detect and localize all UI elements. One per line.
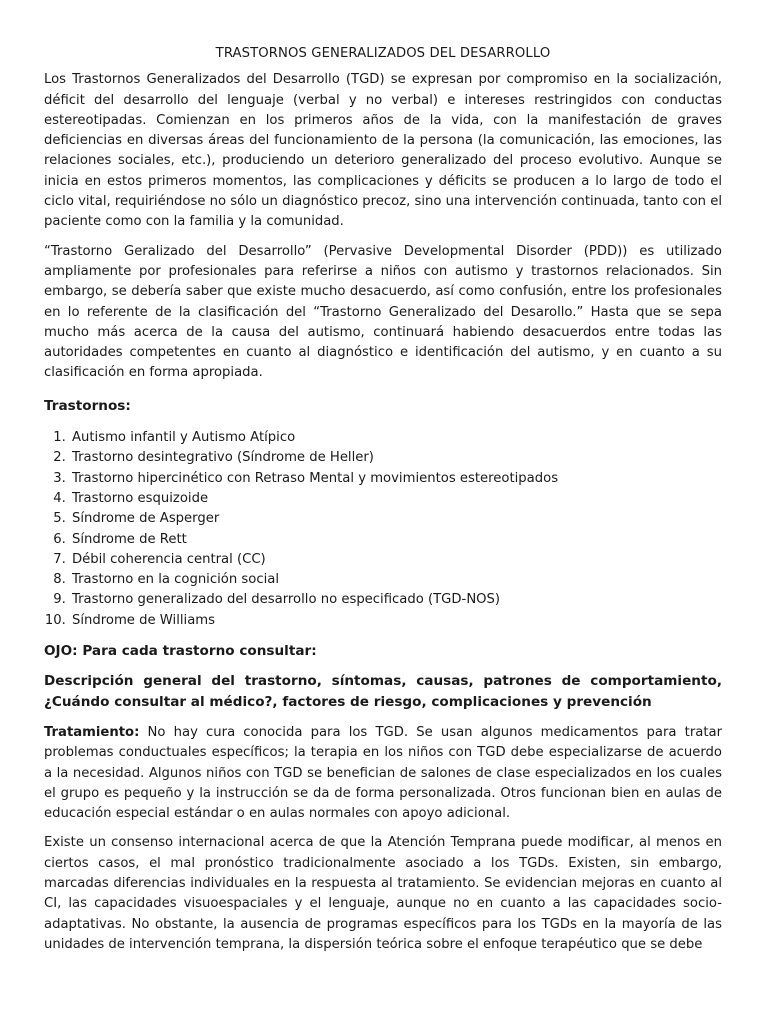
list-item: 5. Síndrome de Asperger [70,509,722,529]
trastornos-list [44,428,722,631]
list-item: 4. Trastorno esquizoide [70,489,722,509]
consenso-paragraph: Existe un consenso internacional acerca de que la Atención Temprana puede modificar, al menos en ciertos casos, el mal pronóstico tradicionalmente asociado a los TGDs. Existen, sin embargo, marcadas diferencias individuales en la respuesta al tratamiento. Se evidencian mejoras en cuanto al CI, las capacidades visuoespaciales y el lenguaje, aunque no en cuanto a las capacidades socio-adaptativas. No obstante, la ausencia de programas específicos para los TGDs en la mayoría de las unidades de intervención temprana, la dispersión teórica sobre el enfoque terapéutico que se debe [44,835,722,952]
descripcion-heading: Descripción general del trastorno, síntomas, causas, patrones de comportamiento, ¿Cuándo consultar al médico?, factores de riesgo, complicaciones y prevención [44,673,722,710]
list-item: 10. Síndrome de Williams [70,611,722,631]
list-item: 2. Trastorno desintegrativo (Síndrome de Heller) [70,448,722,468]
list-item: 1. Autismo infantil y Autismo Atípico [70,428,722,448]
tratamiento-label: Tratamiento: [44,724,140,740]
list-item: 8. Trastorno en la cognición social [70,570,722,590]
tratamiento-paragraph [44,723,722,824]
tratamiento-text: No hay cura conocida para los TGD. Se usan algunos medicamentos para tratar problemas conductuales específicos; la terapia en los niños con TGD debe especializarse de acuerdo a la necesidad. Algunos niños con TGD se benefician de salones de clase especializados en los cuales el grupo es pequeño y la instrucción se da de forma personalizada. Otros funcionan bien en aulas de educación especial estándar o en aulas normales con apoyo adicional. [44,724,722,822]
list-item: 6. Síndrome de Rett [70,530,722,550]
trastornos-heading: Trastornos: [44,397,131,414]
intro-paragraph: Los Trastornos Generalizados del Desarrollo (TGD) se expresan por compromiso en la socialización, déficit del desarrollo del lenguaje (verbal y no verbal) e intereses restringidos con conductas estereotipadas. Comienzan en los primeros años de la vida, con la manifestación de graves deficiencias en diversas áreas del funcionamiento de la persona (la comunicación, las emociones, las relaciones sociales, etc.), produciendo un deterioro generalizado del proceso evolutivo. Aunque se inicia en estos primeros momentos, las complicaciones y déficits se producen a lo largo de todo el ciclo vital, requiriéndose no sólo un diagnóstico precoz, sino una intervención continuada, tanto con el paciente como con la familia y la comunidad. [44,72,722,230]
list-item: 7. Débil coherencia central (CC) [70,550,722,570]
document-page [44,44,722,964]
ojo-heading: OJO: Para cada trastorno consultar: [44,643,317,660]
document-title: TRASTORNOS GENERALIZADOS DEL DESARROLLO [215,46,551,61]
list-item: 3. Trastorno hipercinético con Retraso Mental y movimientos estereotipados [70,469,722,489]
list-item: 9. Trastorno generalizado del desarrollo no especificado (TGD-NOS) [70,590,722,610]
pdd-paragraph: “Trastorno Geralizado del Desarrollo” (Pervasive Developmental Disorder (PDD)) es utilizado ampliamente por profesionales para referirse a niños con autismo y trastornos relacionados. Sin embargo, se debería saber que existe mucho desacuerdo, así como confusión, entre los profesionales en lo referente de la clasificación del “Trastorno Generalizado del Desarollo.” Hasta que se sepa mucho más acerca de la causa del autismo, continuará habiendo desacuerdos entre todas las autoridades competentes en cuanto al diagnóstico e identificación del autismo, y en cuanto a su clasificación en forma apropiada. [44,243,722,381]
